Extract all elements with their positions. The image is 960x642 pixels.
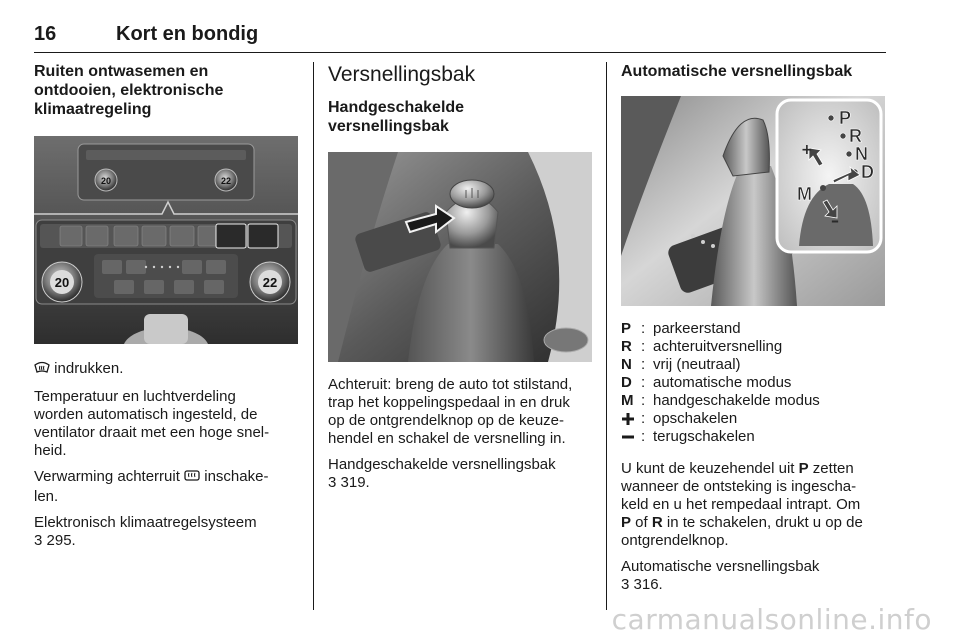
climate-heading <box>34 62 302 119</box>
column-manual-transmission <box>328 62 596 136</box>
gear-label-p: P <box>839 108 852 128</box>
legend-colon: : <box>641 374 646 391</box>
text-run: zetten <box>808 460 854 477</box>
manual-gear-text <box>328 376 598 492</box>
reference-title: Handgeschakelde versnellingsbak <box>328 456 556 473</box>
temp-display-right: 22 <box>262 275 278 290</box>
legend-desc: terugschakelen <box>653 428 755 445</box>
legend-colon: : <box>641 410 646 427</box>
windscreen-defrost-icon <box>34 361 50 380</box>
column-automatic-transmission <box>621 62 889 81</box>
page-reference-link[interactable]: 3 319. <box>328 474 370 491</box>
gear-legend <box>621 320 889 446</box>
gear-ref-r: R <box>651 514 663 531</box>
para-line: heid. <box>34 442 67 459</box>
legend-desc: handgeschakelde modus <box>653 392 820 409</box>
legend-key: N <box>621 356 632 373</box>
para-line <box>621 514 891 532</box>
column-divider-1 <box>313 62 314 610</box>
para-line: trap het koppelingspedaal in en druk <box>328 394 570 411</box>
legend-desc: achteruitversnelling <box>653 338 783 355</box>
para-line <box>621 460 891 478</box>
legend-desc: parkeerstand <box>653 320 741 337</box>
text-run: in te schakelen, drukt u op de <box>662 514 863 531</box>
column-divider-2 <box>606 62 607 610</box>
legend-desc: automatische modus <box>653 374 792 391</box>
legend-item-r <box>621 338 889 356</box>
automatic-gear-illustration <box>621 96 885 306</box>
subheading-line: versnellingsbak <box>328 118 449 135</box>
rear-heating-text: Verwarming achterruit <box>34 468 180 485</box>
legend-colon: : <box>641 338 646 355</box>
page-number: 16 <box>34 23 57 45</box>
legend-colon: : <box>641 392 646 409</box>
small-display-right: 22 <box>220 176 232 186</box>
para-line: wanneer de ontsteking is ingescha- <box>621 478 857 495</box>
gear-label-d: D <box>861 162 874 182</box>
legend-item-n <box>621 356 889 374</box>
para-line: ontgrendelknop. <box>621 532 729 549</box>
legend-colon: : <box>641 428 646 445</box>
gear-ref-p: P <box>621 514 632 531</box>
small-display-left: 20 <box>100 176 112 186</box>
gear-ref-p: P <box>798 460 809 477</box>
reference-title: Elektronisch klimaatregelsysteem <box>34 514 257 531</box>
rear-heating-line <box>34 468 302 488</box>
legend-item-p <box>621 320 889 338</box>
text-run: U kunt de keuzehendel uit <box>621 460 799 477</box>
climate-text <box>34 360 302 550</box>
legend-desc: vrij (neutraal) <box>653 356 741 373</box>
rear-heating-text: inschake- <box>204 468 269 485</box>
legend-colon: : <box>641 320 646 337</box>
heading-line: ontdooien, elektronische <box>34 82 224 99</box>
automatic-gear-text <box>621 460 891 594</box>
para-line: len. <box>34 488 59 505</box>
para-line: op de ontgrendelknop op de keuze- <box>328 412 565 429</box>
text-run: of <box>631 514 652 531</box>
page-reference-link[interactable]: 3 295. <box>34 532 76 549</box>
gear-label-r: R <box>849 126 862 146</box>
legend-item-plus <box>621 410 889 428</box>
page-title: Kort en bondig <box>116 23 259 45</box>
climate-panel-illustration <box>34 136 298 344</box>
manual-gear-figure <box>328 152 592 362</box>
watermark: carmanualsonline.info <box>611 603 932 636</box>
section-heading: Automatische versnellingsbak <box>621 63 853 80</box>
legend-desc: opschakelen <box>653 410 738 427</box>
para-line: worden automatisch ingesteld, de <box>34 406 258 423</box>
legend-key: D <box>621 374 632 391</box>
para-line: hendel en schakel de versnelling in. <box>328 430 566 447</box>
subheading-line: Handgeschakelde <box>328 99 465 116</box>
gear-label-n: N <box>855 144 868 164</box>
heading-line: klimaatregeling <box>34 101 152 118</box>
svg-text:–: – <box>831 211 839 230</box>
para-line: Achteruit: breng de auto tot stilstand, <box>328 376 573 393</box>
reference-title: Automatische versnellingsbak <box>621 558 820 575</box>
column-climate <box>34 62 302 119</box>
para-line: keld en u het rempedaal intrapt. Om <box>621 496 861 513</box>
page-reference-link[interactable]: 3 316. <box>621 576 663 593</box>
legend-key: R <box>621 338 632 355</box>
legend-item-m <box>621 392 889 410</box>
legend-item-minus <box>621 428 889 446</box>
automatic-gear-figure <box>621 96 885 306</box>
svg-text:+: + <box>801 142 813 158</box>
temp-display-left: 20 <box>54 275 70 290</box>
para-line: Temperatuur en luchtverdeling <box>34 388 236 405</box>
page-header <box>34 18 886 53</box>
section-heading: Versnellingsbak <box>328 63 476 86</box>
legend-colon: : <box>641 356 646 373</box>
para-line: ventilator draait met een hoge snel- <box>34 424 270 441</box>
legend-key: P <box>621 320 632 337</box>
rear-window-heating-icon <box>184 469 200 488</box>
gear-label-m: M <box>797 184 812 204</box>
climate-panel-figure <box>34 136 298 344</box>
defrost-caption: indrukken. <box>54 360 124 377</box>
defrost-instruction <box>34 360 302 380</box>
manual-gear-illustration <box>328 152 592 362</box>
legend-key: M <box>621 392 634 409</box>
legend-item-d <box>621 374 889 392</box>
heading-line: Ruiten ontwasemen en <box>34 63 209 80</box>
